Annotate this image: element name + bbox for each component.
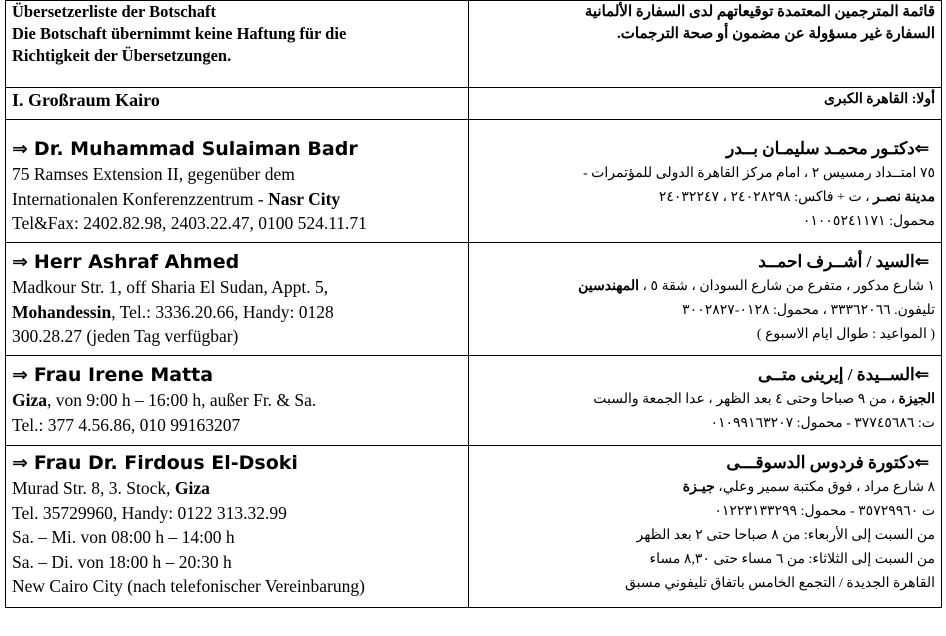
header-title-ar: قائمة المترجمين المعتمدة توقيعاتهم لدى السفارة الألمانية (584, 4, 935, 20)
address-de: 75 Ramses Extension II, gegenüber dem (12, 164, 295, 184)
region-german: I. Großraum Kairo (6, 88, 469, 120)
entry-german (6, 243, 469, 356)
translator-table (5, 0, 942, 608)
arrow-left-icon: ⇐ (914, 139, 929, 158)
hours-de: Sa. – Di. von 18:00 h – 20:30 h (12, 551, 232, 572)
phone-ar: محمول: ٠١٠٠٥٢٤١١٧١ (802, 214, 935, 229)
translator-name-ar: ⇐الســيدة / إيرينى متــى (758, 365, 929, 384)
translator-name-ar: ⇐السيد / أشــرف احمــد (758, 252, 929, 271)
address-de: Giza, von 9:00 h – 16:00 h, außer Fr. & Sa. (12, 390, 317, 410)
region-arabic: أولا: القاهرة الكبرى (469, 88, 942, 120)
table-row (6, 356, 942, 446)
address-de: Mohandessin, Tel.: 3336.20.66, Handy: 0128 (12, 301, 334, 322)
arrow-right-icon: ⇒ (12, 364, 28, 386)
translator-name-de: ⇒ Dr. Muhammad Sulaiman Badr (12, 138, 358, 160)
address-ar: ٨ شارع مراد ، فوق مكتبة سمير وعلي، جيـزة (682, 480, 935, 495)
header-arabic (469, 1, 942, 88)
header-disclaimer-de-2: Richtigkeit der Übersetzungen. (12, 46, 232, 65)
address-ar: الجيزة ، من ٩ صباحا وحتى ٤ بعد الظهر ، عدا الجمعة والسبت (593, 392, 935, 407)
phone-de: Tel&Fax: 2402.82.98, 2403.22.47, 0100 524.11.71 (12, 213, 367, 233)
entry-arabic (469, 243, 942, 356)
translator-name-ar: ⇐دكتورة فردوس الدسوقـــى (726, 453, 929, 472)
phone-de: Tel.: 377 4.56.86, 010 99163207 (12, 414, 241, 435)
address-ar: مدينة نصـر ، ت + فاكس: ٢٤٠٢٨٢٩٨ ، ٢٤٠٣٢٢٤٧ (658, 190, 935, 205)
address-de: Internationalen Konferenzzentrum - Nasr City (12, 188, 341, 209)
arrow-left-icon: ⇐ (914, 365, 929, 384)
entry-german (6, 446, 469, 608)
table-row (6, 446, 942, 608)
arrow-left-icon: ⇐ (914, 453, 929, 472)
location-note-de: New Cairo City (nach telefonischer Vereinbarung) (12, 576, 365, 596)
entry-arabic (469, 446, 942, 608)
header-row (6, 1, 942, 88)
header-disclaimer-ar: السفارة غير مسؤولة عن مضمون أو صحة الترجمات. (617, 26, 935, 42)
table-row (6, 243, 942, 356)
entry-arabic (469, 356, 942, 446)
address-ar: ١ شارع مدكور ، متفرع من شارع السودان ، شقة ٥ ، المهندسين (578, 279, 935, 294)
translator-name-ar: ⇐دكتـور محمـد سليمـان بــدر (726, 139, 929, 158)
table-row (6, 120, 942, 243)
arrow-right-icon: ⇒ (12, 138, 28, 160)
translator-name-de: ⇒ Herr Ashraf Ahmed (12, 251, 240, 273)
translator-name-de: ⇒ Frau Dr. Firdous El-Dsoki (12, 452, 298, 474)
hours-ar: من السبت إلى الأربعاء: من ٨ صباحا حتى ٢ بعد الظهر (636, 528, 935, 543)
phone-de: 300.28.27 (jeden Tag verfügbar) (12, 326, 239, 346)
arrow-right-icon: ⇒ (12, 452, 28, 474)
location-note-ar: القاهرة الجديدة / التجمع الخامس باتفاق تليفوني مسبق (624, 576, 935, 591)
header-disclaimer-de-1: Die Botschaft übernimmt keine Haftung für die (12, 24, 347, 43)
hours-ar: ( المواعيد : طوال ايام الاسبوع ) (756, 327, 935, 342)
header-german (6, 1, 469, 88)
phone-ar: تليفون. ٣٣٣٦٢٠٦٦ ، محمول: ٠١٢٨-٣٠٠٢٨٢٧ (682, 303, 935, 318)
entry-german (6, 120, 469, 243)
phone-ar: ت: ٣٧٧٤٥٦٨٦ - محمول: ٠١٠٩٩١٦٣٢٠٧ (710, 416, 935, 431)
hours-ar: من السبت إلى الثلاثاء: من ٦ مساء حتى ٨,٣٠ مساء (649, 552, 935, 567)
arrow-left-icon: ⇐ (914, 252, 929, 271)
phone-de: Tel. 35729960, Handy: 0122 313.32.99 (12, 502, 287, 523)
address-de: Murad Str. 8, 3. Stock, Giza (12, 478, 210, 498)
phone-ar: ت ٣٥٧٢٩٩٦٠ - محمول: ٠١٢٢٣١٣٣٢٩٩ (714, 504, 935, 519)
translator-name-de: ⇒ Frau Irene Matta (12, 364, 214, 386)
arrow-right-icon: ⇒ (12, 251, 28, 273)
entry-german (6, 356, 469, 446)
region-row (6, 88, 942, 120)
hours-de: Sa. – Mi. von 08:00 h – 14:00 h (12, 527, 235, 547)
address-de: Madkour Str. 1, off Sharia El Sudan, Appt. 5, (12, 277, 329, 297)
header-title-de: Übersetzerliste der Botschaft (12, 2, 217, 21)
address-ar: ٧٥ امتــداد رمسيس ٢ ، امام مركز القاهرة الدولى للمؤتمرات - (583, 166, 935, 181)
entry-arabic (469, 120, 942, 243)
